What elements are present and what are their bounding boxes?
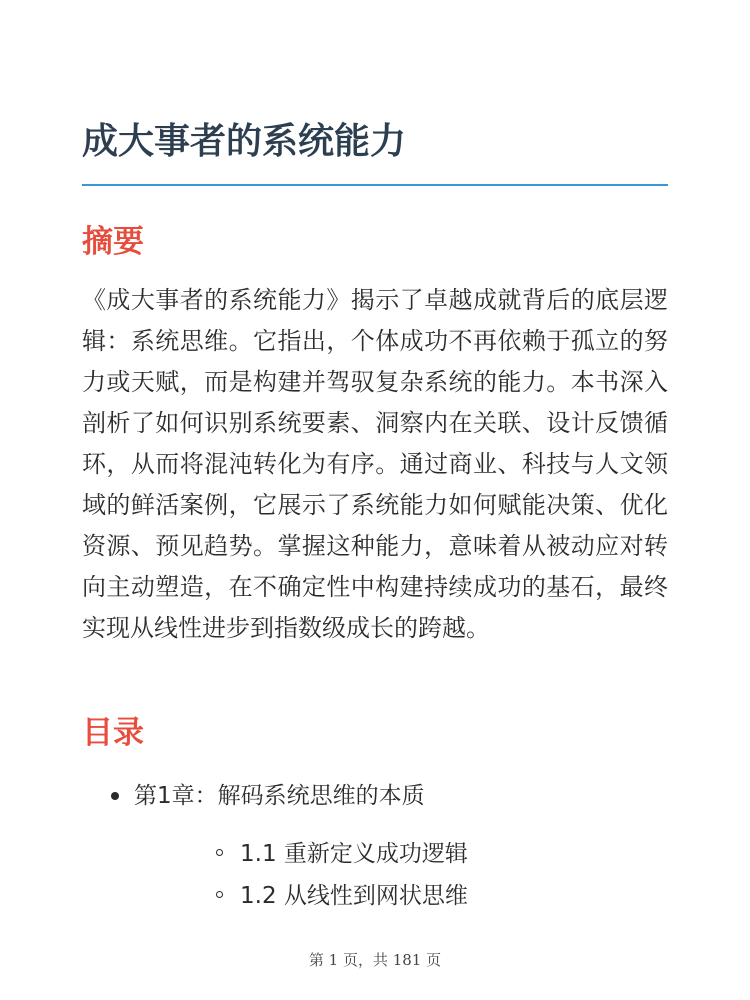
toc-section-label: 1.1 重新定义成功逻辑	[240, 841, 468, 867]
hollow-bullet-icon	[216, 849, 223, 856]
hollow-bullet-icon	[216, 891, 223, 898]
toc-chapter	[82, 776, 668, 916]
table-of-contents	[82, 776, 668, 918]
summary-heading: 摘要	[82, 224, 144, 260]
title-divider	[82, 184, 668, 186]
toc-section-item	[134, 834, 668, 874]
page-footer: 第 1 页，共 181 页	[308, 951, 442, 969]
toc-heading: 目录	[82, 715, 144, 751]
toc-section-list	[134, 834, 668, 916]
summary-paragraph: 《成大事者的系统能力》揭示了卓越成就背后的底层逻辑：系统思维。它指出，个体成功不再依赖于孤立的努力或天赋，而是构建并驾驭复杂系统的能力。本书深入剖析了如何识别系统要素、洞察内在关联、设计反馈循环，从而将混沌转化为有序。通过商业、科技与人文领域的鲜活案例，它展示了系统能力如何赋能决策、优化资源、预见趋势。掌握这种能力，意味着从被动应对转向主动塑造，在不确定性中构建持续成功的基石，最终实现从线性进步到指数级成长的跨越。	[82, 286, 668, 642]
document-page	[82, 0, 668, 1000]
toc-section-label: 1.2 从线性到网状思维	[240, 883, 468, 909]
toc-chapter-label: 第1章：解码系统思维的本质	[134, 783, 425, 809]
filled-bullet-icon	[111, 792, 119, 800]
toc-section-item	[134, 876, 668, 916]
document-title: 成大事者的系统能力	[82, 121, 407, 162]
